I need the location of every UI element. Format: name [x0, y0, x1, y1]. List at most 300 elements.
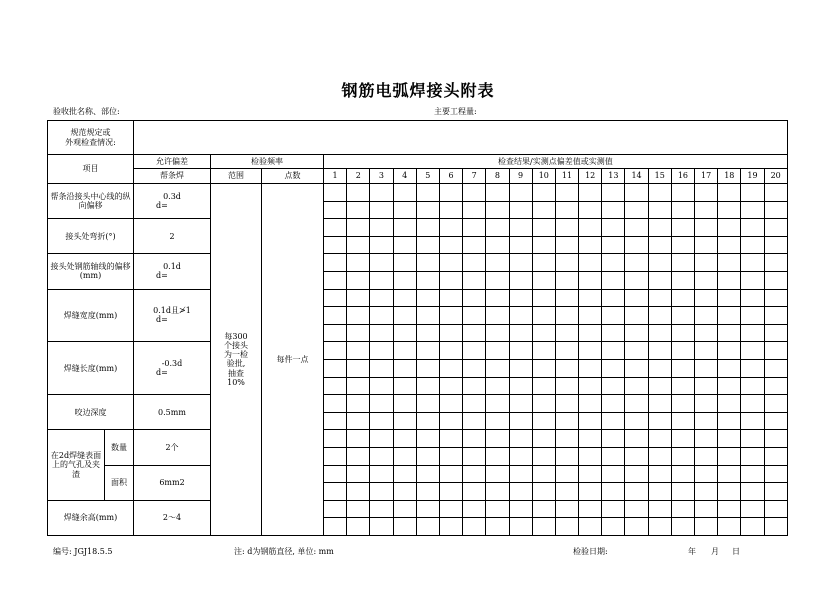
- diameter-field[interactable]: d=: [156, 201, 168, 211]
- result-cell[interactable]: [764, 395, 787, 413]
- result-cell[interactable]: [648, 447, 671, 465]
- result-cell[interactable]: [509, 483, 532, 501]
- result-cell[interactable]: [463, 500, 486, 518]
- result-cell[interactable]: [416, 184, 439, 202]
- result-cell[interactable]: [648, 201, 671, 219]
- result-cell[interactable]: [416, 271, 439, 289]
- result-cell[interactable]: [347, 324, 370, 342]
- result-cell[interactable]: [486, 289, 509, 307]
- result-cell[interactable]: [718, 289, 741, 307]
- result-cell[interactable]: [648, 184, 671, 202]
- result-cell[interactable]: [347, 254, 370, 272]
- result-cell[interactable]: [741, 412, 764, 430]
- result-cell[interactable]: [439, 430, 462, 448]
- result-cell[interactable]: [695, 395, 718, 413]
- result-cell[interactable]: [579, 236, 602, 254]
- result-cell[interactable]: [741, 184, 764, 202]
- result-cell[interactable]: [695, 359, 718, 377]
- result-cell[interactable]: [602, 447, 625, 465]
- result-cell[interactable]: [347, 201, 370, 219]
- result-cell[interactable]: [695, 518, 718, 536]
- result-cell[interactable]: [324, 289, 347, 307]
- result-cell[interactable]: [648, 412, 671, 430]
- result-cell[interactable]: [486, 377, 509, 395]
- result-cell[interactable]: [509, 201, 532, 219]
- result-cell[interactable]: [370, 465, 393, 483]
- result-cell[interactable]: [671, 254, 694, 272]
- result-cell[interactable]: [532, 447, 555, 465]
- result-cell[interactable]: [532, 395, 555, 413]
- result-cell[interactable]: [602, 500, 625, 518]
- result-cell[interactable]: [625, 324, 648, 342]
- result-cell[interactable]: [370, 271, 393, 289]
- result-cell[interactable]: [486, 447, 509, 465]
- result-cell[interactable]: [439, 324, 462, 342]
- result-cell[interactable]: [509, 219, 532, 237]
- result-cell[interactable]: [347, 465, 370, 483]
- result-cell[interactable]: [671, 377, 694, 395]
- result-cell[interactable]: [602, 359, 625, 377]
- result-cell[interactable]: [370, 219, 393, 237]
- result-cell[interactable]: [671, 518, 694, 536]
- result-cell[interactable]: [370, 201, 393, 219]
- result-cell[interactable]: [370, 236, 393, 254]
- result-cell[interactable]: [695, 483, 718, 501]
- result-cell[interactable]: [439, 377, 462, 395]
- result-cell[interactable]: [602, 184, 625, 202]
- result-cell[interactable]: [393, 412, 416, 430]
- result-cell[interactable]: [370, 307, 393, 325]
- result-cell[interactable]: [439, 447, 462, 465]
- result-cell[interactable]: [439, 483, 462, 501]
- result-cell[interactable]: [555, 254, 578, 272]
- result-cell[interactable]: [764, 465, 787, 483]
- result-cell[interactable]: [602, 465, 625, 483]
- result-cell[interactable]: [416, 483, 439, 501]
- result-cell[interactable]: [439, 412, 462, 430]
- result-cell[interactable]: [324, 324, 347, 342]
- result-cell[interactable]: [324, 342, 347, 360]
- result-cell[interactable]: [764, 201, 787, 219]
- result-cell[interactable]: [393, 236, 416, 254]
- result-cell[interactable]: [671, 465, 694, 483]
- result-cell[interactable]: [764, 518, 787, 536]
- result-cell[interactable]: [625, 412, 648, 430]
- result-cell[interactable]: [695, 465, 718, 483]
- result-cell[interactable]: [347, 307, 370, 325]
- result-cell[interactable]: [602, 324, 625, 342]
- result-cell[interactable]: [555, 236, 578, 254]
- result-cell[interactable]: [671, 412, 694, 430]
- result-cell[interactable]: [324, 500, 347, 518]
- result-cell[interactable]: [579, 377, 602, 395]
- result-cell[interactable]: [439, 271, 462, 289]
- result-cell[interactable]: [324, 483, 347, 501]
- result-cell[interactable]: [347, 518, 370, 536]
- result-cell[interactable]: [393, 430, 416, 448]
- result-cell[interactable]: [555, 342, 578, 360]
- result-cell[interactable]: [671, 483, 694, 501]
- result-cell[interactable]: [416, 412, 439, 430]
- result-cell[interactable]: [393, 289, 416, 307]
- result-cell[interactable]: [671, 395, 694, 413]
- result-cell[interactable]: [764, 412, 787, 430]
- result-cell[interactable]: [764, 184, 787, 202]
- result-cell[interactable]: [463, 518, 486, 536]
- result-cell[interactable]: [764, 377, 787, 395]
- result-cell[interactable]: [416, 447, 439, 465]
- result-cell[interactable]: [439, 518, 462, 536]
- result-cell[interactable]: [764, 271, 787, 289]
- result-cell[interactable]: [718, 483, 741, 501]
- result-cell[interactable]: [439, 395, 462, 413]
- result-cell[interactable]: [579, 289, 602, 307]
- result-cell[interactable]: [579, 483, 602, 501]
- result-cell[interactable]: [324, 184, 347, 202]
- result-cell[interactable]: [486, 430, 509, 448]
- result-cell[interactable]: [324, 307, 347, 325]
- result-cell[interactable]: [486, 395, 509, 413]
- result-cell[interactable]: [347, 377, 370, 395]
- result-cell[interactable]: [648, 307, 671, 325]
- result-cell[interactable]: [764, 447, 787, 465]
- result-cell[interactable]: [764, 236, 787, 254]
- result-cell[interactable]: [695, 324, 718, 342]
- result-cell[interactable]: [579, 307, 602, 325]
- result-cell[interactable]: [509, 307, 532, 325]
- result-cell[interactable]: [463, 289, 486, 307]
- result-cell[interactable]: [741, 307, 764, 325]
- result-cell[interactable]: [416, 324, 439, 342]
- result-cell[interactable]: [370, 412, 393, 430]
- result-cell[interactable]: [718, 201, 741, 219]
- result-cell[interactable]: [416, 465, 439, 483]
- result-cell[interactable]: [439, 307, 462, 325]
- result-cell[interactable]: [393, 447, 416, 465]
- result-cell[interactable]: [579, 430, 602, 448]
- diameter-field[interactable]: d=: [156, 271, 168, 281]
- result-cell[interactable]: [764, 359, 787, 377]
- result-cell[interactable]: [602, 518, 625, 536]
- result-cell[interactable]: [695, 254, 718, 272]
- result-cell[interactable]: [509, 324, 532, 342]
- result-cell[interactable]: [579, 324, 602, 342]
- result-cell[interactable]: [416, 219, 439, 237]
- result-cell[interactable]: [486, 465, 509, 483]
- result-cell[interactable]: [718, 324, 741, 342]
- result-cell[interactable]: [393, 483, 416, 501]
- result-cell[interactable]: [741, 465, 764, 483]
- result-cell[interactable]: [579, 518, 602, 536]
- result-cell[interactable]: [370, 377, 393, 395]
- result-cell[interactable]: [625, 289, 648, 307]
- result-cell[interactable]: [625, 219, 648, 237]
- result-cell[interactable]: [602, 271, 625, 289]
- result-cell[interactable]: [416, 201, 439, 219]
- result-cell[interactable]: [439, 500, 462, 518]
- result-cell[interactable]: [463, 483, 486, 501]
- result-cell[interactable]: [486, 201, 509, 219]
- result-cell[interactable]: [463, 236, 486, 254]
- result-cell[interactable]: [509, 359, 532, 377]
- result-cell[interactable]: [741, 271, 764, 289]
- result-cell[interactable]: [509, 430, 532, 448]
- result-cell[interactable]: [347, 500, 370, 518]
- result-cell[interactable]: [648, 254, 671, 272]
- result-cell[interactable]: [579, 447, 602, 465]
- result-cell[interactable]: [718, 271, 741, 289]
- result-cell[interactable]: [324, 447, 347, 465]
- result-cell[interactable]: [555, 412, 578, 430]
- result-cell[interactable]: [695, 377, 718, 395]
- result-cell[interactable]: [486, 324, 509, 342]
- result-cell[interactable]: [671, 271, 694, 289]
- result-cell[interactable]: [695, 219, 718, 237]
- result-cell[interactable]: [741, 500, 764, 518]
- result-cell[interactable]: [370, 430, 393, 448]
- result-cell[interactable]: [347, 342, 370, 360]
- result-cell[interactable]: [509, 289, 532, 307]
- result-cell[interactable]: [509, 412, 532, 430]
- result-cell[interactable]: [579, 201, 602, 219]
- result-cell[interactable]: [486, 359, 509, 377]
- result-cell[interactable]: [532, 254, 555, 272]
- result-cell[interactable]: [555, 219, 578, 237]
- result-cell[interactable]: [625, 430, 648, 448]
- result-cell[interactable]: [463, 271, 486, 289]
- result-cell[interactable]: [555, 324, 578, 342]
- result-cell[interactable]: [532, 518, 555, 536]
- result-cell[interactable]: [532, 377, 555, 395]
- result-cell[interactable]: [718, 184, 741, 202]
- result-cell[interactable]: [347, 289, 370, 307]
- result-cell[interactable]: [695, 447, 718, 465]
- result-cell[interactable]: [764, 430, 787, 448]
- result-cell[interactable]: [509, 271, 532, 289]
- result-cell[interactable]: [555, 483, 578, 501]
- result-cell[interactable]: [671, 359, 694, 377]
- result-cell[interactable]: [671, 324, 694, 342]
- result-cell[interactable]: [532, 184, 555, 202]
- result-cell[interactable]: [416, 500, 439, 518]
- result-cell[interactable]: [509, 447, 532, 465]
- result-cell[interactable]: [416, 254, 439, 272]
- result-cell[interactable]: [486, 518, 509, 536]
- result-cell[interactable]: [555, 500, 578, 518]
- result-cell[interactable]: [532, 271, 555, 289]
- result-cell[interactable]: [463, 430, 486, 448]
- result-cell[interactable]: [555, 377, 578, 395]
- result-cell[interactable]: [439, 465, 462, 483]
- result-cell[interactable]: [486, 184, 509, 202]
- result-cell[interactable]: [416, 430, 439, 448]
- result-cell[interactable]: [741, 289, 764, 307]
- diameter-field[interactable]: d=: [156, 368, 168, 378]
- result-cell[interactable]: [393, 395, 416, 413]
- result-cell[interactable]: [648, 518, 671, 536]
- result-cell[interactable]: [324, 430, 347, 448]
- result-cell[interactable]: [718, 254, 741, 272]
- result-cell[interactable]: [718, 412, 741, 430]
- result-cell[interactable]: [648, 430, 671, 448]
- result-cell[interactable]: [671, 219, 694, 237]
- result-cell[interactable]: [463, 342, 486, 360]
- result-cell[interactable]: [324, 236, 347, 254]
- result-cell[interactable]: [463, 201, 486, 219]
- result-cell[interactable]: [625, 483, 648, 501]
- result-cell[interactable]: [532, 324, 555, 342]
- result-cell[interactable]: [370, 359, 393, 377]
- result-cell[interactable]: [463, 359, 486, 377]
- result-cell[interactable]: [671, 236, 694, 254]
- result-cell[interactable]: [741, 236, 764, 254]
- result-cell[interactable]: [393, 342, 416, 360]
- result-cell[interactable]: [486, 219, 509, 237]
- result-cell[interactable]: [695, 430, 718, 448]
- result-cell[interactable]: [579, 219, 602, 237]
- spec-field[interactable]: [134, 121, 788, 155]
- result-cell[interactable]: [532, 359, 555, 377]
- result-cell[interactable]: [625, 465, 648, 483]
- result-cell[interactable]: [393, 465, 416, 483]
- result-cell[interactable]: [671, 201, 694, 219]
- result-cell[interactable]: [463, 184, 486, 202]
- result-cell[interactable]: [718, 359, 741, 377]
- result-cell[interactable]: [625, 518, 648, 536]
- result-cell[interactable]: [648, 342, 671, 360]
- result-cell[interactable]: [555, 201, 578, 219]
- result-cell[interactable]: [764, 324, 787, 342]
- result-cell[interactable]: [416, 359, 439, 377]
- result-cell[interactable]: [602, 412, 625, 430]
- result-cell[interactable]: [347, 447, 370, 465]
- result-cell[interactable]: [324, 201, 347, 219]
- result-cell[interactable]: [393, 324, 416, 342]
- result-cell[interactable]: [695, 289, 718, 307]
- result-cell[interactable]: [764, 500, 787, 518]
- result-cell[interactable]: [439, 254, 462, 272]
- result-cell[interactable]: [509, 395, 532, 413]
- result-cell[interactable]: [718, 395, 741, 413]
- result-cell[interactable]: [509, 518, 532, 536]
- result-cell[interactable]: [324, 271, 347, 289]
- result-cell[interactable]: [648, 289, 671, 307]
- result-cell[interactable]: [741, 483, 764, 501]
- result-cell[interactable]: [741, 518, 764, 536]
- result-cell[interactable]: [416, 342, 439, 360]
- result-cell[interactable]: [671, 289, 694, 307]
- result-cell[interactable]: [718, 430, 741, 448]
- result-cell[interactable]: [439, 342, 462, 360]
- result-cell[interactable]: [602, 219, 625, 237]
- result-cell[interactable]: [370, 483, 393, 501]
- result-cell[interactable]: [648, 219, 671, 237]
- result-cell[interactable]: [648, 500, 671, 518]
- result-cell[interactable]: [602, 342, 625, 360]
- result-cell[interactable]: [347, 430, 370, 448]
- result-cell[interactable]: [347, 236, 370, 254]
- result-cell[interactable]: [625, 254, 648, 272]
- result-cell[interactable]: [718, 465, 741, 483]
- result-cell[interactable]: [579, 359, 602, 377]
- result-cell[interactable]: [347, 184, 370, 202]
- result-cell[interactable]: [393, 307, 416, 325]
- result-cell[interactable]: [579, 465, 602, 483]
- result-cell[interactable]: [579, 412, 602, 430]
- result-cell[interactable]: [695, 236, 718, 254]
- result-cell[interactable]: [602, 289, 625, 307]
- result-cell[interactable]: [439, 201, 462, 219]
- result-cell[interactable]: [532, 236, 555, 254]
- result-cell[interactable]: [393, 271, 416, 289]
- result-cell[interactable]: [370, 342, 393, 360]
- result-cell[interactable]: [416, 518, 439, 536]
- result-cell[interactable]: [718, 518, 741, 536]
- result-cell[interactable]: [625, 307, 648, 325]
- result-cell[interactable]: [764, 289, 787, 307]
- result-cell[interactable]: [555, 271, 578, 289]
- result-cell[interactable]: [416, 395, 439, 413]
- result-cell[interactable]: [509, 184, 532, 202]
- result-cell[interactable]: [671, 500, 694, 518]
- result-cell[interactable]: [741, 342, 764, 360]
- result-cell[interactable]: [671, 447, 694, 465]
- result-cell[interactable]: [625, 395, 648, 413]
- result-cell[interactable]: [741, 219, 764, 237]
- result-cell[interactable]: [625, 359, 648, 377]
- result-cell[interactable]: [347, 271, 370, 289]
- result-cell[interactable]: [602, 236, 625, 254]
- result-cell[interactable]: [439, 236, 462, 254]
- result-cell[interactable]: [695, 201, 718, 219]
- result-cell[interactable]: [695, 271, 718, 289]
- diameter-field[interactable]: d=: [156, 315, 168, 325]
- result-cell[interactable]: [324, 254, 347, 272]
- result-cell[interactable]: [463, 219, 486, 237]
- result-cell[interactable]: [370, 184, 393, 202]
- result-cell[interactable]: [347, 412, 370, 430]
- result-cell[interactable]: [347, 359, 370, 377]
- result-cell[interactable]: [370, 500, 393, 518]
- result-cell[interactable]: [370, 289, 393, 307]
- result-cell[interactable]: [764, 254, 787, 272]
- result-cell[interactable]: [486, 500, 509, 518]
- result-cell[interactable]: [555, 465, 578, 483]
- result-cell[interactable]: [741, 324, 764, 342]
- result-cell[interactable]: [416, 307, 439, 325]
- result-cell[interactable]: [602, 307, 625, 325]
- result-cell[interactable]: [509, 500, 532, 518]
- result-cell[interactable]: [764, 219, 787, 237]
- result-cell[interactable]: [486, 412, 509, 430]
- result-cell[interactable]: [463, 447, 486, 465]
- result-cell[interactable]: [532, 430, 555, 448]
- result-cell[interactable]: [347, 219, 370, 237]
- result-cell[interactable]: [486, 254, 509, 272]
- result-cell[interactable]: [324, 395, 347, 413]
- result-cell[interactable]: [532, 483, 555, 501]
- result-cell[interactable]: [509, 236, 532, 254]
- result-cell[interactable]: [509, 342, 532, 360]
- result-cell[interactable]: [625, 447, 648, 465]
- result-cell[interactable]: [579, 271, 602, 289]
- result-cell[interactable]: [671, 430, 694, 448]
- result-cell[interactable]: [718, 342, 741, 360]
- result-cell[interactable]: [579, 254, 602, 272]
- result-cell[interactable]: [370, 447, 393, 465]
- result-cell[interactable]: [625, 236, 648, 254]
- result-cell[interactable]: [555, 184, 578, 202]
